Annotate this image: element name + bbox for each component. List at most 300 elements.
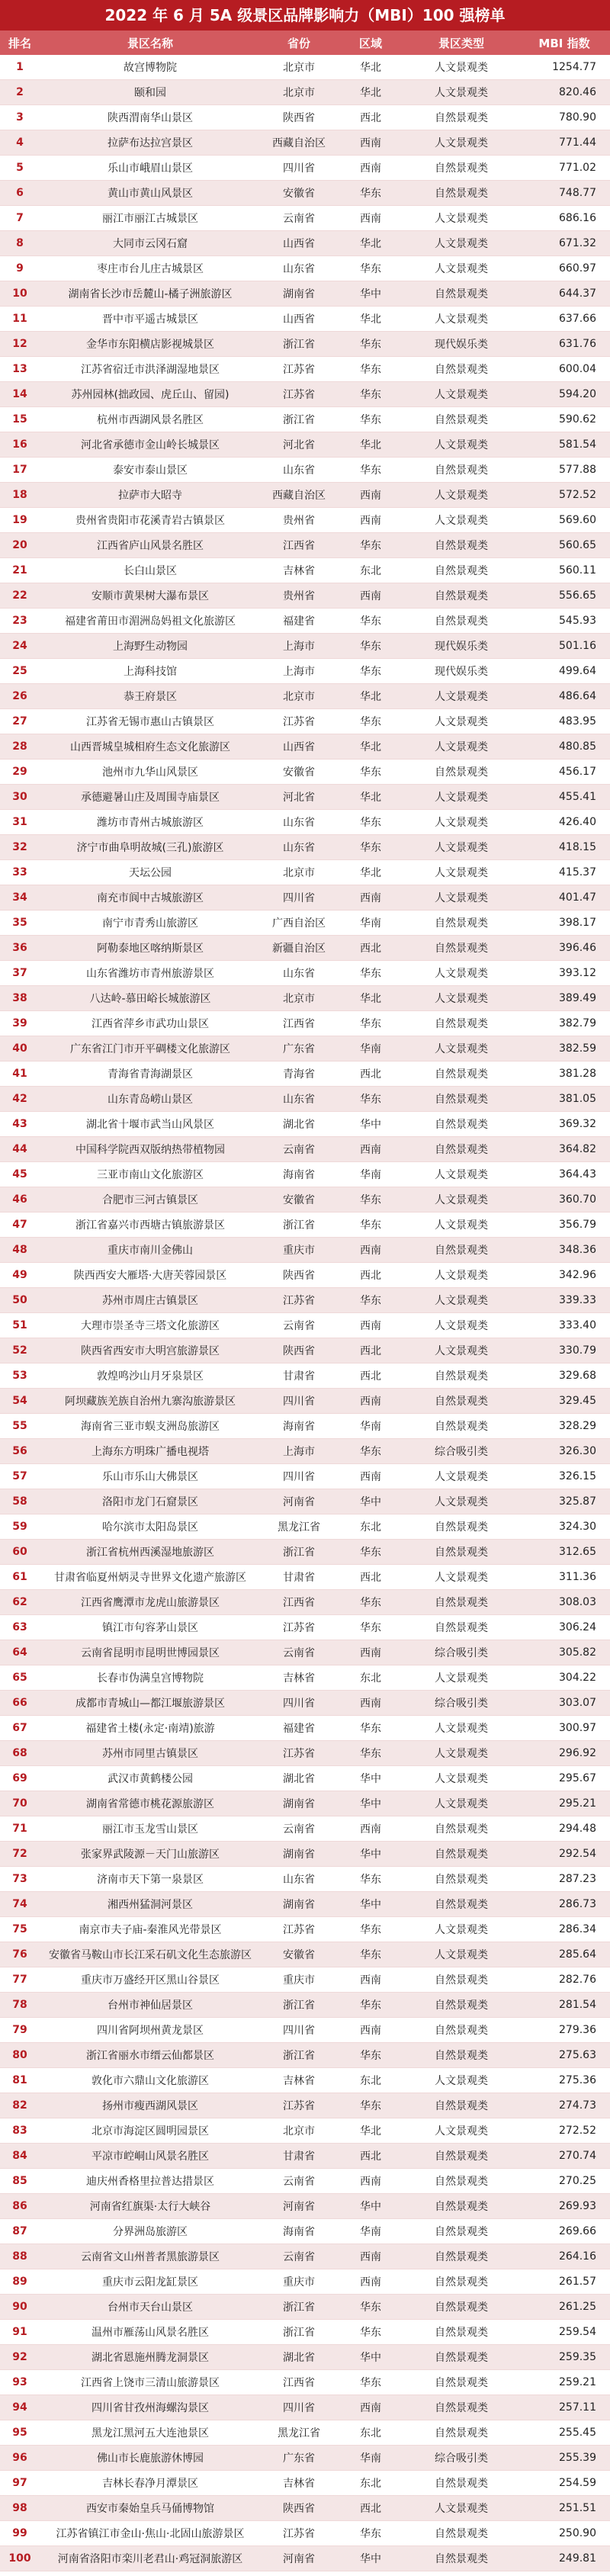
mbi-cell: 382.79 — [518, 1011, 610, 1036]
rank-cell: 66 — [0, 1691, 40, 1716]
name-cell: 颐和园 — [40, 80, 261, 105]
name-cell: 敦煌鸣沙山月牙泉景区 — [40, 1363, 261, 1389]
province-cell: 云南省 — [261, 1137, 337, 1162]
province-cell: 山东省 — [261, 256, 337, 281]
table-row — [0, 709, 610, 734]
table-row — [0, 810, 610, 835]
mbi-cell: 820.46 — [518, 80, 610, 105]
table-row — [0, 2018, 610, 2043]
header-region: 区域 — [337, 31, 404, 55]
type-cell: 自然景观类 — [404, 1389, 518, 1414]
name-cell: 安徽省马鞍山市长江采石矶文化生态旅游区 — [40, 1942, 261, 1967]
mbi-cell: 499.64 — [518, 659, 610, 684]
table-row — [0, 2219, 610, 2244]
header-province: 省份 — [261, 31, 337, 55]
mbi-cell: 389.49 — [518, 986, 610, 1011]
name-cell: 泰安市泰山景区 — [40, 458, 261, 483]
table-row — [0, 734, 610, 760]
region-cell: 西南 — [337, 508, 404, 533]
region-cell: 西南 — [337, 1691, 404, 1716]
province-cell: 贵州省 — [261, 583, 337, 609]
mbi-cell: 560.65 — [518, 533, 610, 558]
type-cell: 人文景观类 — [404, 986, 518, 1011]
type-cell: 自然景观类 — [404, 911, 518, 936]
region-cell: 华南 — [337, 1162, 404, 1187]
name-cell: 镇江市句容茅山景区 — [40, 1615, 261, 1640]
region-cell: 华东 — [337, 458, 404, 483]
province-cell: 山东省 — [261, 810, 337, 835]
province-cell: 海南省 — [261, 2219, 337, 2244]
table-row — [0, 835, 610, 860]
mbi-cell: 328.29 — [518, 1414, 610, 1439]
type-cell: 人文景观类 — [404, 432, 518, 458]
mbi-cell: 264.16 — [518, 2244, 610, 2269]
province-cell: 江西省 — [261, 2370, 337, 2395]
province-cell: 四川省 — [261, 1464, 337, 1489]
province-cell: 福建省 — [261, 1716, 337, 1741]
rank-cell: 79 — [0, 2018, 40, 2043]
type-cell: 自然景观类 — [404, 2320, 518, 2345]
rank-cell: 19 — [0, 508, 40, 533]
name-cell: 武汉市黄鹤楼公园 — [40, 1766, 261, 1791]
type-cell: 人文景观类 — [404, 2118, 518, 2144]
table-row — [0, 1439, 610, 1464]
rank-cell: 89 — [0, 2269, 40, 2295]
table-row — [0, 1791, 610, 1816]
rank-cell: 85 — [0, 2169, 40, 2194]
rank-cell: 68 — [0, 1741, 40, 1766]
rank-cell: 32 — [0, 835, 40, 860]
mbi-cell: 556.65 — [518, 583, 610, 609]
province-cell: 江西省 — [261, 1590, 337, 1615]
table-row — [0, 2043, 610, 2068]
mbi-cell: 393.12 — [518, 961, 610, 986]
table-row — [0, 1615, 610, 1640]
table-row — [0, 583, 610, 609]
mbi-cell: 286.73 — [518, 1892, 610, 1917]
region-cell: 华北 — [337, 2118, 404, 2144]
name-cell: 分界洲岛旅游区 — [40, 2219, 261, 2244]
table-row — [0, 281, 610, 307]
name-cell: 洛阳市龙门石窟景区 — [40, 1489, 261, 1514]
name-cell: 云南省昆明市昆明世博园景区 — [40, 1640, 261, 1665]
mbi-cell: 1254.77 — [518, 55, 610, 80]
table-row — [0, 2345, 610, 2370]
mbi-cell: 771.02 — [518, 156, 610, 181]
rank-cell: 84 — [0, 2144, 40, 2169]
name-cell: 陕西西安大雁塔·大唐芙蓉园景区 — [40, 1263, 261, 1288]
province-cell: 湖南省 — [261, 1842, 337, 1867]
table-row — [0, 558, 610, 583]
table-row — [0, 1036, 610, 1062]
rank-cell: 35 — [0, 911, 40, 936]
mbi-cell: 339.33 — [518, 1288, 610, 1313]
name-cell: 丽江市丽江古城景区 — [40, 206, 261, 231]
region-cell: 华南 — [337, 2219, 404, 2244]
name-cell: 晋中市平遥古城景区 — [40, 307, 261, 332]
rank-cell: 98 — [0, 2496, 40, 2521]
rank-cell: 40 — [0, 1036, 40, 1062]
province-cell: 河南省 — [261, 2194, 337, 2219]
province-cell: 山东省 — [261, 835, 337, 860]
name-cell: 云南省文山州普者黑旅游景区 — [40, 2244, 261, 2269]
name-cell: 上海野生动物园 — [40, 634, 261, 659]
mbi-cell: 333.40 — [518, 1313, 610, 1338]
table-row — [0, 156, 610, 181]
type-cell: 自然景观类 — [404, 1967, 518, 1993]
name-cell: 大同市云冈石窟 — [40, 231, 261, 256]
type-cell: 自然景观类 — [404, 1414, 518, 1439]
mbi-cell: 381.05 — [518, 1087, 610, 1112]
mbi-cell: 480.85 — [518, 734, 610, 760]
region-cell: 华北 — [337, 986, 404, 1011]
region-cell: 西南 — [337, 1967, 404, 1993]
name-cell: 浙江省丽水市缙云仙都景区 — [40, 2043, 261, 2068]
rank-cell: 21 — [0, 558, 40, 583]
region-cell: 华东 — [337, 407, 404, 432]
region-cell: 华北 — [337, 734, 404, 760]
region-cell: 华东 — [337, 1011, 404, 1036]
region-cell: 东北 — [337, 558, 404, 583]
rank-cell: 69 — [0, 1766, 40, 1791]
table-row — [0, 2118, 610, 2144]
table-row — [0, 1414, 610, 1439]
mbi-cell: 401.47 — [518, 885, 610, 911]
rank-cell: 97 — [0, 2471, 40, 2496]
type-cell: 自然景观类 — [404, 2395, 518, 2420]
province-cell: 陕西省 — [261, 2496, 337, 2521]
province-cell: 江苏省 — [261, 709, 337, 734]
name-cell: 湖南省常德市桃花源旅游区 — [40, 1791, 261, 1816]
region-cell: 华东 — [337, 1439, 404, 1464]
mbi-cell: 342.96 — [518, 1263, 610, 1288]
table-row — [0, 1816, 610, 1842]
rank-cell: 93 — [0, 2370, 40, 2395]
table-row — [0, 105, 610, 130]
table-row — [0, 785, 610, 810]
region-cell: 东北 — [337, 2471, 404, 2496]
table-row — [0, 2169, 610, 2194]
type-cell: 人文景观类 — [404, 55, 518, 80]
mbi-cell: 581.54 — [518, 432, 610, 458]
mbi-cell: 281.54 — [518, 1993, 610, 2018]
mbi-cell: 303.07 — [518, 1691, 610, 1716]
type-cell: 人文景观类 — [404, 734, 518, 760]
rank-cell: 91 — [0, 2320, 40, 2345]
region-cell: 华北 — [337, 80, 404, 105]
province-cell: 广西自治区 — [261, 911, 337, 936]
table-row — [0, 1892, 610, 1917]
table-row — [0, 1665, 610, 1691]
type-cell: 人文景观类 — [404, 1464, 518, 1489]
type-cell: 人文景观类 — [404, 1288, 518, 1313]
province-cell: 吉林省 — [261, 2068, 337, 2093]
name-cell: 苏州园林(拙政园、虎丘山、留园) — [40, 382, 261, 407]
region-cell: 华北 — [337, 307, 404, 332]
region-cell: 西南 — [337, 1464, 404, 1489]
region-cell: 东北 — [337, 1514, 404, 1540]
province-cell: 北京市 — [261, 2118, 337, 2144]
province-cell: 吉林省 — [261, 2471, 337, 2496]
name-cell: 北京市海淀区圆明园景区 — [40, 2118, 261, 2144]
province-cell: 广东省 — [261, 1036, 337, 1062]
mbi-cell: 249.81 — [518, 2546, 610, 2571]
table-row — [0, 2244, 610, 2269]
province-cell: 贵州省 — [261, 508, 337, 533]
type-cell: 自然景观类 — [404, 1892, 518, 1917]
table-row — [0, 2395, 610, 2420]
table-row — [0, 458, 610, 483]
name-cell: 陕西渭南华山景区 — [40, 105, 261, 130]
region-cell: 西南 — [337, 2018, 404, 2043]
mbi-cell: 294.48 — [518, 1816, 610, 1842]
rank-cell: 12 — [0, 332, 40, 357]
header-mbi: MBI 指数 — [518, 31, 610, 55]
type-cell: 自然景观类 — [404, 2521, 518, 2546]
type-cell: 人文景观类 — [404, 810, 518, 835]
region-cell: 华东 — [337, 709, 404, 734]
region-cell: 西南 — [337, 206, 404, 231]
rank-cell: 33 — [0, 860, 40, 885]
region-cell: 西北 — [337, 2496, 404, 2521]
province-cell: 浙江省 — [261, 407, 337, 432]
province-cell: 山西省 — [261, 231, 337, 256]
type-cell: 自然景观类 — [404, 1087, 518, 1112]
type-cell: 人文景观类 — [404, 1162, 518, 1187]
mbi-cell: 545.93 — [518, 609, 610, 634]
region-cell: 华东 — [337, 1867, 404, 1892]
type-cell: 自然景观类 — [404, 407, 518, 432]
province-cell: 重庆市 — [261, 1238, 337, 1263]
region-cell: 华东 — [337, 810, 404, 835]
table-body — [0, 55, 610, 2571]
table-row — [0, 1942, 610, 1967]
name-cell: 敦化市六鼎山文化旅游区 — [40, 2068, 261, 2093]
rank-cell: 42 — [0, 1087, 40, 1112]
rank-cell: 1 — [0, 55, 40, 80]
table-row — [0, 1917, 610, 1942]
mbi-cell: 259.21 — [518, 2370, 610, 2395]
province-cell: 河北省 — [261, 785, 337, 810]
mbi-cell: 590.62 — [518, 407, 610, 432]
name-cell: 济南市天下第一泉景区 — [40, 1867, 261, 1892]
table-row — [0, 1741, 610, 1766]
table-row — [0, 2144, 610, 2169]
province-cell: 浙江省 — [261, 1213, 337, 1238]
region-cell: 华东 — [337, 1942, 404, 1967]
province-cell: 云南省 — [261, 1313, 337, 1338]
province-cell: 浙江省 — [261, 2320, 337, 2345]
table-row — [0, 1288, 610, 1313]
region-cell: 华东 — [337, 1993, 404, 2018]
region-cell: 西南 — [337, 1137, 404, 1162]
province-cell: 江苏省 — [261, 357, 337, 382]
table-row — [0, 936, 610, 961]
table-row — [0, 760, 610, 785]
type-cell: 自然景观类 — [404, 1993, 518, 2018]
table-row — [0, 634, 610, 659]
region-cell: 西北 — [337, 2144, 404, 2169]
table-row — [0, 1313, 610, 1338]
region-cell: 华东 — [337, 332, 404, 357]
name-cell: 合肥市三河古镇景区 — [40, 1187, 261, 1213]
table-row — [0, 483, 610, 508]
table-row — [0, 1363, 610, 1389]
region-cell: 东北 — [337, 2068, 404, 2093]
name-cell: 江西省上饶市三清山旅游景区 — [40, 2370, 261, 2395]
type-cell: 人文景观类 — [404, 1565, 518, 1590]
region-cell: 华北 — [337, 55, 404, 80]
type-cell: 综合吸引类 — [404, 2446, 518, 2471]
mbi-cell: 364.82 — [518, 1137, 610, 1162]
name-cell: 台州市神仙居景区 — [40, 1993, 261, 2018]
mbi-cell: 326.15 — [518, 1464, 610, 1489]
region-cell: 华中 — [337, 1791, 404, 1816]
region-cell: 西南 — [337, 1313, 404, 1338]
type-cell: 综合吸引类 — [404, 1691, 518, 1716]
region-cell: 西北 — [337, 936, 404, 961]
table-row — [0, 2496, 610, 2521]
type-cell: 人文景观类 — [404, 684, 518, 709]
name-cell: 南宁市青秀山旅游区 — [40, 911, 261, 936]
mbi-cell: 569.60 — [518, 508, 610, 533]
province-cell: 江苏省 — [261, 1288, 337, 1313]
province-cell: 浙江省 — [261, 1540, 337, 1565]
type-cell: 自然景观类 — [404, 2144, 518, 2169]
province-cell: 吉林省 — [261, 558, 337, 583]
region-cell: 华中 — [337, 2546, 404, 2571]
rank-cell: 77 — [0, 1967, 40, 1993]
table-row — [0, 2546, 610, 2571]
table-row — [0, 1842, 610, 1867]
mbi-cell: 600.04 — [518, 357, 610, 382]
region-cell: 华东 — [337, 1716, 404, 1741]
province-cell: 黑龙江省 — [261, 1514, 337, 1540]
rank-cell: 49 — [0, 1263, 40, 1288]
type-cell: 综合吸引类 — [404, 1439, 518, 1464]
type-cell: 自然景观类 — [404, 936, 518, 961]
mbi-cell: 330.79 — [518, 1338, 610, 1363]
name-cell: 池州市九华山风景区 — [40, 760, 261, 785]
region-cell: 华东 — [337, 961, 404, 986]
mbi-cell: 255.45 — [518, 2420, 610, 2446]
rank-cell: 88 — [0, 2244, 40, 2269]
mbi-cell: 560.11 — [518, 558, 610, 583]
name-cell: 江西省鹰潭市龙虎山旅游景区 — [40, 1590, 261, 1615]
rank-cell: 28 — [0, 734, 40, 760]
table-row — [0, 885, 610, 911]
type-cell: 人文景观类 — [404, 709, 518, 734]
province-cell: 陕西省 — [261, 105, 337, 130]
table-row — [0, 1062, 610, 1087]
table-row — [0, 1967, 610, 1993]
rank-cell: 56 — [0, 1439, 40, 1464]
mbi-cell: 486.64 — [518, 684, 610, 709]
table-row — [0, 1338, 610, 1363]
province-cell: 湖北省 — [261, 2345, 337, 2370]
type-cell: 自然景观类 — [404, 2169, 518, 2194]
type-cell: 人文景观类 — [404, 256, 518, 281]
region-cell: 华北 — [337, 231, 404, 256]
type-cell: 人文景观类 — [404, 835, 518, 860]
province-cell: 江西省 — [261, 533, 337, 558]
rank-cell: 31 — [0, 810, 40, 835]
type-cell: 人文景观类 — [404, 1741, 518, 1766]
mbi-cell: 325.87 — [518, 1489, 610, 1514]
name-cell: 济宁市曲阜明故城(三孔)旅游区 — [40, 835, 261, 860]
rank-cell: 20 — [0, 533, 40, 558]
type-cell: 自然景观类 — [404, 1540, 518, 1565]
rank-cell: 47 — [0, 1213, 40, 1238]
rank-cell: 25 — [0, 659, 40, 684]
name-cell: 江苏省镇江市金山·焦山·北固山旅游景区 — [40, 2521, 261, 2546]
type-cell: 现代娱乐类 — [404, 634, 518, 659]
region-cell: 华东 — [337, 1540, 404, 1565]
mbi-cell: 272.52 — [518, 2118, 610, 2144]
name-cell: 天坛公园 — [40, 860, 261, 885]
rank-cell: 34 — [0, 885, 40, 911]
rank-cell: 61 — [0, 1565, 40, 1590]
rank-cell: 54 — [0, 1389, 40, 1414]
province-cell: 海南省 — [261, 1162, 337, 1187]
rank-cell: 45 — [0, 1162, 40, 1187]
rank-cell: 86 — [0, 2194, 40, 2219]
region-cell: 华中 — [337, 2345, 404, 2370]
mbi-cell: 594.20 — [518, 382, 610, 407]
region-cell: 华东 — [337, 1213, 404, 1238]
province-cell: 江苏省 — [261, 1917, 337, 1942]
rank-cell: 52 — [0, 1338, 40, 1363]
mbi-cell: 285.64 — [518, 1942, 610, 1967]
name-cell: 江西省庐山风景名胜区 — [40, 533, 261, 558]
name-cell: 福建省莆田市湄洲岛妈祖文化旅游区 — [40, 609, 261, 634]
rank-cell: 74 — [0, 1892, 40, 1917]
name-cell: 拉萨市大昭寺 — [40, 483, 261, 508]
name-cell: 扬州市瘦西湖风景区 — [40, 2093, 261, 2118]
type-cell: 人文景观类 — [404, 206, 518, 231]
name-cell: 江苏省宿迁市洪泽湖湿地景区 — [40, 357, 261, 382]
name-cell: 海南省三亚市蜈支洲岛旅游区 — [40, 1414, 261, 1439]
province-cell: 吉林省 — [261, 1665, 337, 1691]
region-cell: 华东 — [337, 2093, 404, 2118]
mbi-cell: 261.25 — [518, 2295, 610, 2320]
region-cell: 西南 — [337, 2169, 404, 2194]
type-cell: 自然景观类 — [404, 2043, 518, 2068]
rank-cell: 13 — [0, 357, 40, 382]
name-cell: 苏州市同里古镇景区 — [40, 1741, 261, 1766]
table-row — [0, 2093, 610, 2118]
type-cell: 人文景观类 — [404, 2496, 518, 2521]
province-cell: 浙江省 — [261, 332, 337, 357]
type-cell: 人文景观类 — [404, 1338, 518, 1363]
type-cell: 人文景观类 — [404, 1263, 518, 1288]
region-cell: 华北 — [337, 432, 404, 458]
name-cell: 枣庄市台儿庄古城景区 — [40, 256, 261, 281]
rank-cell: 53 — [0, 1363, 40, 1389]
province-cell: 云南省 — [261, 2169, 337, 2194]
type-cell: 人文景观类 — [404, 1917, 518, 1942]
province-cell: 河南省 — [261, 1489, 337, 1514]
mbi-cell: 456.17 — [518, 760, 610, 785]
mbi-cell: 255.39 — [518, 2446, 610, 2471]
name-cell: 大理市崇圣寺三塔文化旅游区 — [40, 1313, 261, 1338]
mbi-cell: 455.41 — [518, 785, 610, 810]
table-row — [0, 659, 610, 684]
province-cell: 安徽省 — [261, 1942, 337, 1967]
region-cell: 西北 — [337, 105, 404, 130]
table-row — [0, 2194, 610, 2219]
province-cell: 江苏省 — [261, 1741, 337, 1766]
